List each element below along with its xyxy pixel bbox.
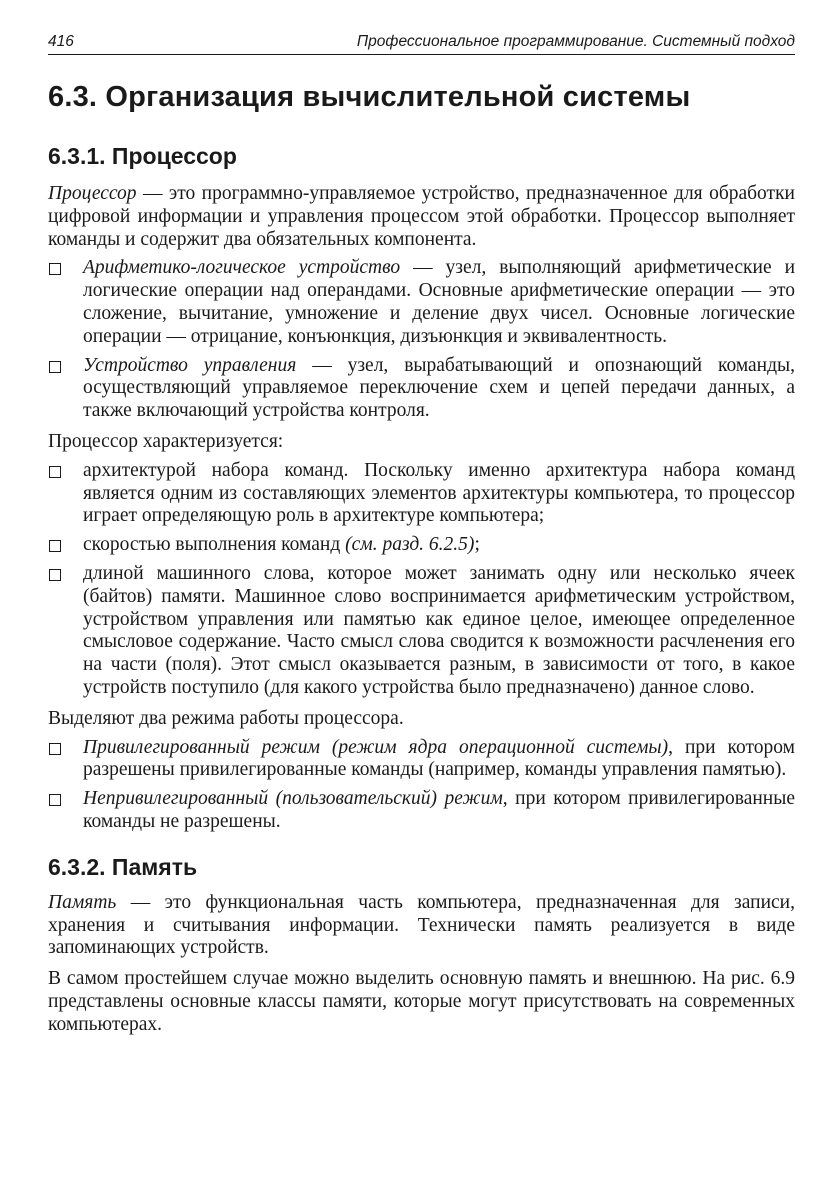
term-privileged-mode: Привилегированный режим (режим ядра операционной системы) xyxy=(83,736,669,758)
term-control-unit: Устройство управления xyxy=(83,354,297,376)
speed-text: скоростью выполнения команд xyxy=(83,534,346,556)
processor-definition xyxy=(48,183,795,251)
subsection-heading-processor: 6.3.1. Процессор xyxy=(48,143,237,169)
subsection-heading-memory: 6.3.2. Память xyxy=(48,853,198,880)
term-memory: Память xyxy=(48,891,117,913)
memory-definition xyxy=(48,892,795,960)
checkbox-bullet-icon xyxy=(49,540,61,552)
list-item-word-length xyxy=(48,563,795,700)
memory-classes-paragraph: В самом простейшем случае можно выделить основную память и внешнюю. На рис. 6.9 представлены основные классы памяти, которые могут присутствовать на современных компьютерах. xyxy=(48,968,795,1035)
control-unit-text: — узел, вырабатывающий и опознающий команды, осуществляющий управляемое переключение схем и цепей передачи данных, а также включающий устройства контроля. xyxy=(83,354,796,422)
isa-text: архитектурой набора команд. Поскольку именно архитектура набора команд является одним из составляющих элементов архитектуры компьютера, то процессор играет определяющую роль в архитектуре компьютера; xyxy=(83,459,795,527)
checkbox-bullet-icon xyxy=(49,263,61,275)
list-item-privileged-mode xyxy=(48,737,795,783)
privileged-mode-text: , при котором разрешены привилегированные команды (например, команды управления памятью). xyxy=(83,736,795,781)
list-item-control-unit xyxy=(48,355,795,423)
checkbox-bullet-icon xyxy=(49,466,61,478)
characterized-intro: Процессор характеризуется: xyxy=(48,430,284,452)
alu-text: — узел, выполняющий арифметические и логические операции над операндами. Основные арифметические операции — это сложение, вычитание, умножение и деление двух чисел. Основные логические операции — отрицание, конъюнкция, дизъюнкция и эквивалентность. xyxy=(83,257,795,347)
running-title: Профессиональное программирование. Системный подход xyxy=(356,33,795,50)
modes-intro: Выделяют два режима работы процессора. xyxy=(48,707,404,729)
page-number: 416 xyxy=(48,33,74,50)
section-title: 6.3. Организация вычислительной системы xyxy=(48,81,691,113)
term-user-mode: Непривилегированный (пользовательский) режим xyxy=(83,788,503,810)
list-item-user-mode xyxy=(48,788,795,834)
checkbox-bullet-icon xyxy=(49,361,61,373)
book-page xyxy=(48,30,795,1037)
speed-tail: ; xyxy=(474,534,480,556)
processor-definition-text: — это программно-управляемое устройство, предназначенное для обработки цифровой информации и управления процессом этой обработки. Процессор выполняет команды и содержит два обязательных компонента. xyxy=(48,183,795,250)
checkbox-bullet-icon xyxy=(49,569,61,581)
list-item-alu xyxy=(48,257,795,348)
user-mode-text: , при котором привилегированные команды не разрешены. xyxy=(83,788,795,832)
checkbox-bullet-icon xyxy=(49,743,61,755)
term-processor: Процессор xyxy=(48,183,137,204)
list-item-speed xyxy=(48,534,795,557)
memory-definition-text: — это функциональная часть компьютера, предназначенная для записи, хранения и считывания информации. Технически память реализуется в виде запоминающих устройств. xyxy=(48,891,795,959)
section-reference: (см. разд. 6.2.5) xyxy=(345,534,475,556)
list-item-isa xyxy=(48,460,795,528)
running-header xyxy=(48,30,795,55)
checkbox-bullet-icon xyxy=(49,794,61,806)
term-alu: Арифметико-логическое устройство xyxy=(83,257,401,279)
word-length-text: длиной машинного слова, которое может занимать одну или несколько ячеек (байтов) памяти. Машинное слово воспринимается арифметическим устройством, устройством управления или памятью как единое целое, имеющее определенное смысловое содержание. Часто смысл слова сводится к возможности расчленения его на части (поля). Этот смысл оказывается разным, в зависимости от того, в какое устройств поступило (для какого устройства было предназначено) данное слово. xyxy=(83,562,795,698)
